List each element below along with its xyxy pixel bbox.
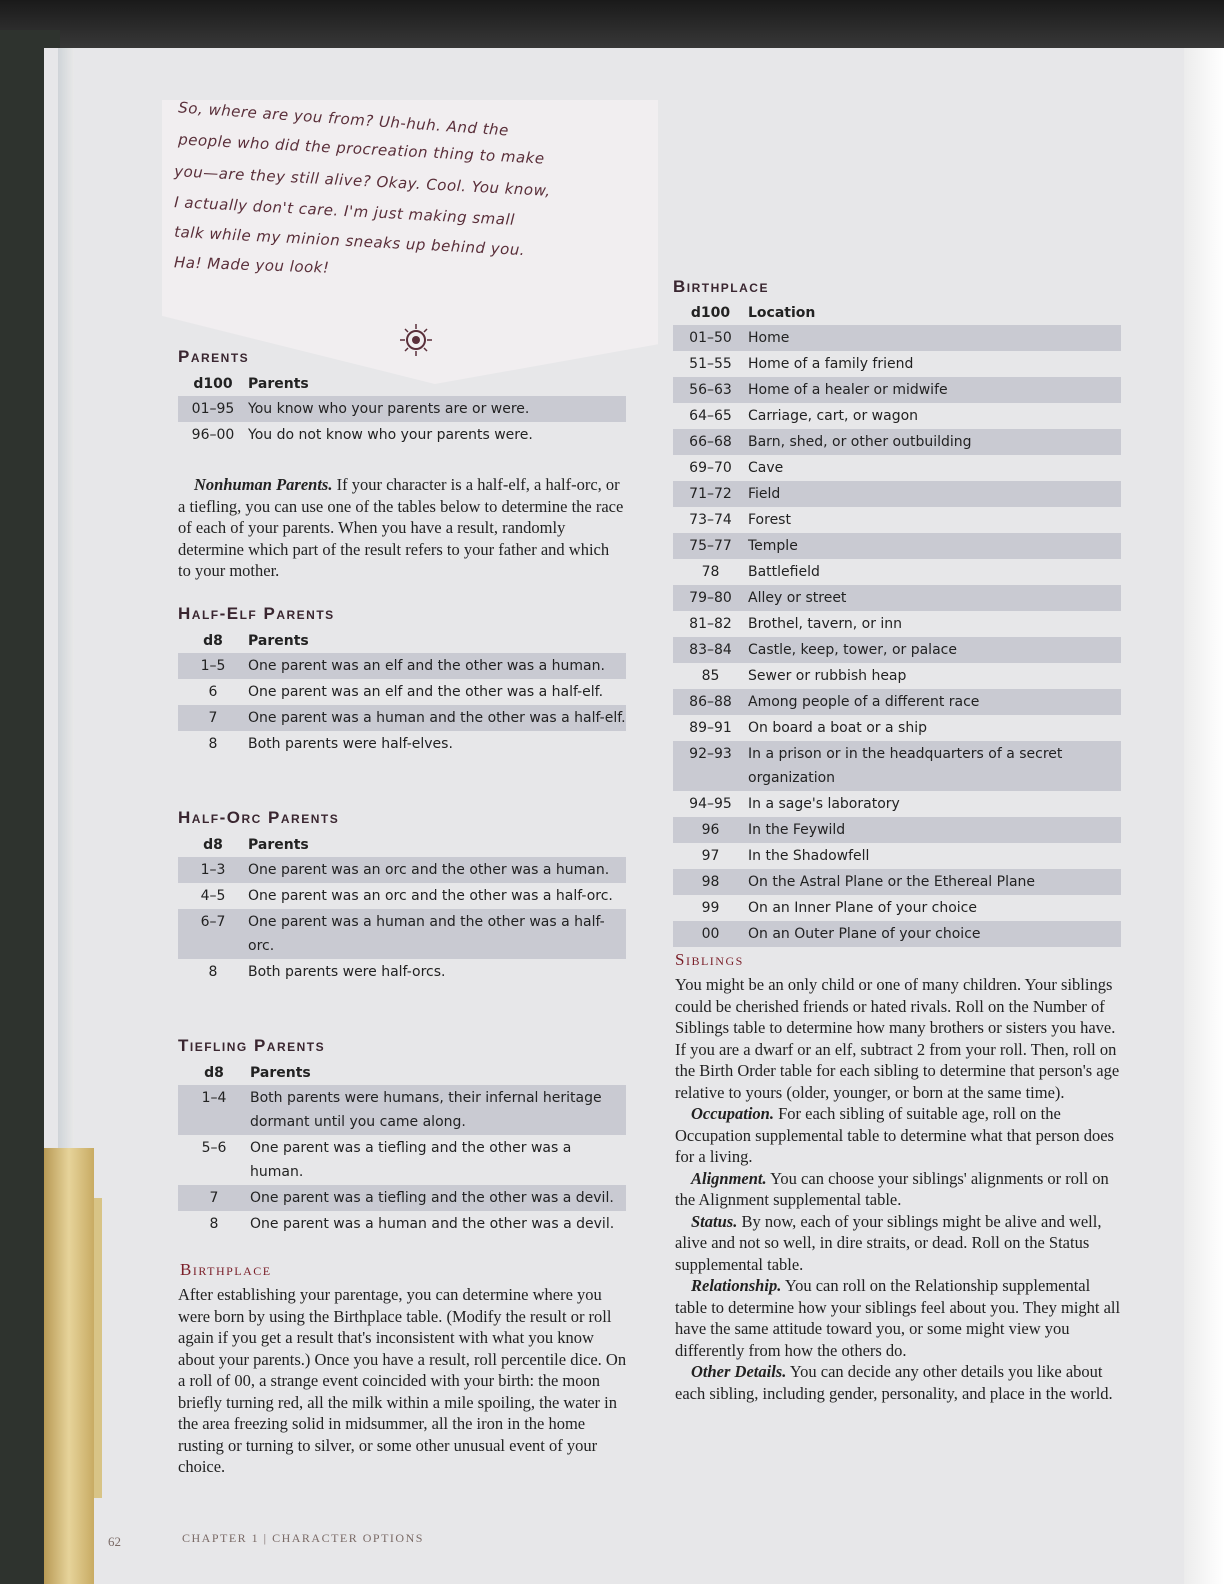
nonhuman-parents-paragraph <box>178 474 626 582</box>
result-cell: Home of a family friend <box>748 356 914 372</box>
result-cell: Home of a healer or midwife <box>748 377 1121 403</box>
roll-cell: 83–84 <box>673 637 748 663</box>
roll-cell: 97 <box>701 848 720 864</box>
table-row <box>178 1085 626 1135</box>
paragraph-lead: Other Details. <box>691 1362 787 1381</box>
paragraph-lead: Occupation. <box>691 1104 774 1123</box>
roll-cell: 7 <box>178 1185 250 1211</box>
note-line: I actually don't care. I'm just making small <box>173 193 516 229</box>
roll-cell: 78 <box>701 564 720 580</box>
table-row <box>673 351 1121 377</box>
table-row <box>673 455 1121 481</box>
result-cell: Both parents were humans, their infernal heritage dormant until you came along. <box>250 1085 626 1135</box>
result-cell: Brothel, tavern, or inn <box>748 616 903 632</box>
roll-cell: 1–3 <box>178 857 248 883</box>
parents-table <box>178 374 626 448</box>
paragraph-text: After establishing your parentage, you can determine where you were born by using the Birthplace table. (Modify the result or roll again if you get a result that's inconsistent with what you know about your parents.) Once you have a result, roll percentile dice. On a roll of 00, a strange event coincided with your birth: the moon briefly turning red, all the milk within a mile spoiling, the water in the area freezing solid in midsummer, all the iron in the home rusting or turning to silver, or some other unusual event of your choice. <box>178 1285 627 1476</box>
result-cell: Carriage, cart, or wagon <box>748 408 919 424</box>
roll-cell: 85 <box>701 668 720 684</box>
table-row <box>673 611 1121 637</box>
table-row <box>673 843 1121 869</box>
table-row <box>178 959 626 985</box>
half-orc-heading: Half-Orc Parents <box>178 808 340 827</box>
table-row <box>673 377 1121 403</box>
result-cell: Battlefield <box>748 564 820 580</box>
table-row <box>673 507 1121 533</box>
note-line: So, where are you from? Uh-huh. And the <box>177 98 510 140</box>
table-row <box>673 817 1121 843</box>
table-header-row <box>673 303 1121 325</box>
roll-cell: 96–00 <box>191 427 235 443</box>
paragraph-text: You can choose your siblings' alignments or roll on the Alignment supplemental table. <box>675 1168 1109 1209</box>
table-row <box>673 663 1121 689</box>
table-row <box>673 637 1121 663</box>
note-line: you—are they still alive? Okay. Cool. You know, <box>173 162 552 200</box>
paragraph-text: By now, each of your siblings might be alive and well, alive and not so well, in dire straits, or dead. Roll on the Status supplemental table. <box>675 1211 1102 1274</box>
paragraph-text: If your character is a half-elf, a half-orc, or a tiefling, you can use one of the tables below to determine the race of each of your parents. When you have a result, randomly determine which part of the result refers to your father and which to your mother. <box>178 475 624 580</box>
result-cell: On the Astral Plane or the Ethereal Plane <box>748 869 1121 895</box>
table-row <box>673 791 1121 817</box>
roll-cell: 71–72 <box>673 481 748 507</box>
birthplace-section-heading: Birthplace <box>180 1260 272 1279</box>
table-header-row <box>178 835 626 857</box>
table-header-row <box>178 631 626 653</box>
siblings-paragraph <box>675 1211 1121 1276</box>
roll-cell: 94–95 <box>689 796 732 812</box>
table-row <box>673 429 1121 455</box>
result-cell: You know who your parents are or were. <box>248 396 626 422</box>
roll-cell: 66–68 <box>673 429 748 455</box>
roll-cell: 69–70 <box>689 460 732 476</box>
result-cell: One parent was an orc and the other was a half-orc. <box>248 888 613 904</box>
roll-cell: 01–50 <box>673 325 748 351</box>
note-line: people who did the procreation thing to make <box>177 130 546 168</box>
column-header: d100 <box>690 305 731 321</box>
table-row <box>673 921 1121 947</box>
birthplace-paragraph <box>178 1284 630 1478</box>
table-row <box>178 653 626 679</box>
paragraph-text: You can roll on the Relationship supplemental table to determine how your siblings feel about you. They might all have the same attitude toward you, or some might view you differently from how the others do. <box>675 1276 1121 1360</box>
result-cell: Barn, shed, or other outbuilding <box>748 429 1121 455</box>
siblings-paragraph <box>675 1361 1121 1404</box>
table-header-row <box>178 374 626 396</box>
roll-cell: 00 <box>673 921 748 947</box>
roll-cell: 5–6 <box>201 1140 227 1156</box>
gold-border-accent <box>94 1198 102 1498</box>
parents-heading: Parents <box>178 347 250 366</box>
roll-cell: 1–5 <box>178 653 248 679</box>
roll-cell: 81–82 <box>689 616 732 632</box>
table-row <box>178 1211 626 1237</box>
column-header: d8 <box>203 837 223 853</box>
column-header: d8 <box>204 1065 224 1081</box>
result-cell: On an Inner Plane of your choice <box>748 900 977 916</box>
result-cell: On board a boat or a ship <box>748 720 927 736</box>
result-cell: Field <box>748 481 1121 507</box>
roll-cell: 86–88 <box>673 689 748 715</box>
tiefling-table <box>178 1063 626 1237</box>
table-header-row <box>178 1063 626 1085</box>
siblings-intro: You might be an only child or one of many children. Your siblings could be cherished friends or hated rivals. Roll on the Number of Siblings table to determine how many brothers or sisters you have. If you are a dwarf or an elf, subtract 2 from your roll. Then, roll on the Birth Order table for each sibling to determine that person's age relative to yours (older, younger, or born at the same time). <box>675 975 1120 1102</box>
table-row <box>673 559 1121 585</box>
paragraph-lead: Alignment. <box>691 1168 767 1188</box>
column-header: d8 <box>203 633 223 649</box>
roll-cell: 73–74 <box>689 512 732 528</box>
table-row <box>178 1185 626 1211</box>
result-cell: One parent was a human and the other was a half-orc. <box>248 909 626 959</box>
table-row <box>673 895 1121 921</box>
column-header: Parents <box>248 376 309 392</box>
half-elf-heading: Half-Elf Parents <box>178 604 335 623</box>
roll-cell: 8 <box>208 964 218 980</box>
result-cell: Sewer or rubbish heap <box>748 668 907 684</box>
note-line: Ha! Made you look! <box>173 253 330 277</box>
result-cell: One parent was an elf and the other was a half-elf. <box>248 684 604 700</box>
roll-cell: 8 <box>208 736 218 752</box>
eye-symbol-icon <box>396 320 436 360</box>
siblings-paragraph <box>675 1275 1121 1361</box>
half-orc-table <box>178 835 626 985</box>
table-row <box>673 689 1121 715</box>
siblings-paragraph <box>675 1103 1121 1168</box>
column-header: Parents <box>248 633 309 649</box>
table-row <box>178 679 626 705</box>
paragraph-text: You can decide any other details you like about each sibling, including gender, personality, and place in the world. <box>675 1362 1113 1403</box>
result-cell: One parent was a human and the other was a devil. <box>250 1216 615 1232</box>
table-row <box>673 715 1121 741</box>
page-curl-highlight <box>1184 48 1224 1584</box>
result-cell: Castle, keep, tower, or palace <box>748 637 1121 663</box>
roll-cell: 89–91 <box>689 720 732 736</box>
roll-cell: 6–7 <box>178 909 248 959</box>
table-row <box>178 396 626 422</box>
siblings-section <box>675 974 1121 1404</box>
table-row <box>178 705 626 731</box>
page-number: 62 <box>108 1534 121 1549</box>
result-cell: Alley or street <box>748 585 1121 611</box>
roll-cell: 8 <box>209 1216 219 1232</box>
table-row <box>178 883 626 909</box>
roll-cell: 92–93 <box>673 741 748 791</box>
result-cell: One parent was a human and the other was a half-elf. <box>248 705 626 731</box>
column-header: Location <box>748 305 816 321</box>
table-row <box>673 869 1121 895</box>
table-row <box>673 741 1121 791</box>
result-cell: Both parents were half-elves. <box>248 736 453 752</box>
paragraph-text: For each sibling of suitable age, roll on the Occupation supplemental table to determine what that person does for a living. <box>675 1104 1114 1166</box>
roll-cell: 7 <box>178 705 248 731</box>
siblings-heading: Siblings <box>675 950 744 969</box>
paragraph-lead: Relationship. <box>691 1276 782 1295</box>
roll-cell: 64–65 <box>689 408 732 424</box>
result-cell: Forest <box>748 512 791 528</box>
column-header: Parents <box>250 1065 311 1081</box>
table-row <box>178 909 626 959</box>
roll-cell: 51–55 <box>689 356 732 372</box>
table-row <box>673 585 1121 611</box>
table-row <box>178 857 626 883</box>
roll-cell: 6 <box>208 684 218 700</box>
birthplace-table-heading: Birthplace <box>673 277 769 296</box>
result-cell: One parent was a tiefling and the other was a human. <box>250 1140 572 1180</box>
paragraph-lead: Nonhuman Parents. <box>194 475 333 494</box>
roll-cell: 1–4 <box>178 1085 250 1135</box>
roll-cell: 75–77 <box>673 533 748 559</box>
paragraph-lead: Status. <box>691 1211 738 1231</box>
chapter-footer: CHAPTER 1 | CHARACTER OPTIONS <box>182 1531 424 1545</box>
result-cell: In a prison or in the headquarters of a secret organization <box>748 741 1121 791</box>
roll-cell: 79–80 <box>673 585 748 611</box>
result-cell: You do not know who your parents were. <box>248 427 533 443</box>
tiefling-heading: Tiefling Parents <box>178 1036 326 1055</box>
column-header: Parents <box>248 837 309 853</box>
roll-cell: 4–5 <box>200 888 226 904</box>
result-cell: In the Feywild <box>748 817 1121 843</box>
scan-background-top <box>0 0 1224 52</box>
table-row <box>673 533 1121 559</box>
result-cell: One parent was an elf and the other was a human. <box>248 653 626 679</box>
table-row <box>673 481 1121 507</box>
result-cell: One parent was a tiefling and the other was a devil. <box>250 1185 626 1211</box>
roll-cell: 99 <box>701 900 720 916</box>
roll-cell: 96 <box>673 817 748 843</box>
note-line: talk while my minion sneaks up behind you. <box>173 222 526 260</box>
half-elf-table <box>178 631 626 757</box>
table-row <box>178 731 626 757</box>
result-cell: In a sage's laboratory <box>748 796 900 812</box>
result-cell: Home <box>748 325 1121 351</box>
column-header: d100 <box>193 376 233 392</box>
result-cell: Temple <box>748 533 1121 559</box>
roll-cell: 56–63 <box>673 377 748 403</box>
table-row <box>673 403 1121 429</box>
result-cell: Both parents were half-orcs. <box>248 964 446 980</box>
roll-cell: 01–95 <box>178 396 248 422</box>
siblings-paragraph <box>675 1168 1121 1211</box>
result-cell: Among people of a different race <box>748 689 1121 715</box>
birthplace-table <box>673 303 1121 947</box>
table-row <box>178 422 626 448</box>
result-cell: Cave <box>748 460 784 476</box>
table-row <box>178 1135 626 1185</box>
roll-cell: 98 <box>673 869 748 895</box>
result-cell: In the Shadowfell <box>748 848 870 864</box>
gold-border-decoration <box>44 1148 94 1584</box>
result-cell: One parent was an orc and the other was a human. <box>248 857 626 883</box>
table-row <box>673 325 1121 351</box>
result-cell: On an Outer Plane of your choice <box>748 921 1121 947</box>
